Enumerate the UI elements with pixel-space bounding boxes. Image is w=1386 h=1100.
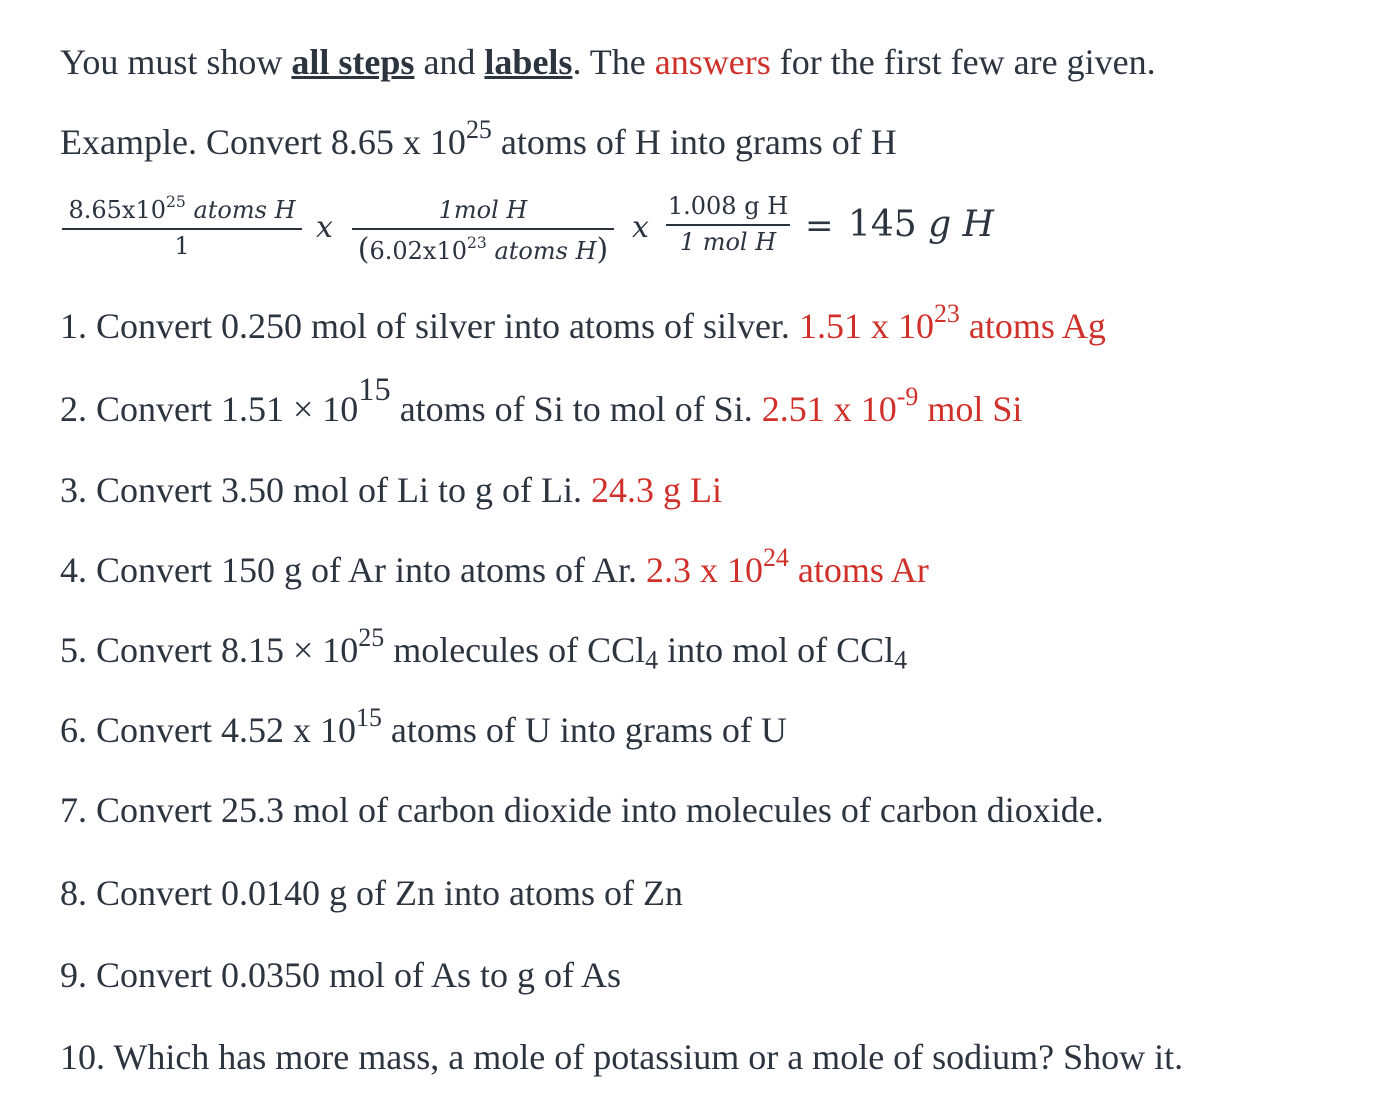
question-6: 6. Convert 4.52 x $10^{15}$ atoms of U into grams of U — [60, 702, 787, 750]
fraction-avogadro: 1mol H ($6.02x10^{23}$ atoms H) — [352, 196, 614, 267]
question-5: 5. Convert $8.15 \times 10^{25}$ molecules of CCl$_4$ into mol of CCl$_4$ — [60, 622, 908, 675]
question-10: 10. Which has more mass, a mole of potassium or a mole of sodium? Show it. — [60, 1037, 1184, 1077]
instructions: You must show all steps and labels. The answers for the first few are given. — [60, 42, 1156, 82]
question-7: 7. Convert 25.3 mol of carbon dioxide into molecules of carbon dioxide. — [60, 790, 1104, 830]
question-1: 1. Convert 0.250 mol of silver into atoms of silver. 1.51 x $10^{23}$ atoms Ag — [60, 298, 1106, 346]
question-8: 8. Convert 0.0140 g of Zn into atoms of Zn — [60, 873, 683, 913]
multiply-sign: x — [316, 210, 333, 245]
answer-2: 2.51 x $10^{-9}$ mol Si — [761, 381, 1023, 430]
example-prompt: Example. Convert 8.65 x $10^{25}$ atoms of H into grams of H — [60, 114, 897, 162]
answer-3: 24.3 g Li — [590, 470, 722, 510]
question-2: 2. Convert $1.51 \times 10^{15}$ atoms of Si to mol of Si. 2.51 x $10^{-9}$ mol Si — [60, 372, 1023, 430]
example-result: 145 g H — [848, 204, 995, 245]
labels-emphasis: labels — [484, 42, 573, 82]
question-3: 3. Convert 3.50 mol of Li to g of Li. 24.3 g Li — [60, 470, 722, 510]
answer-4: 2.3 x $10^{24}$ atoms Ar — [645, 542, 929, 590]
multiply-sign: x — [632, 210, 649, 245]
fraction-molar-mass: 1.008 g H 1 mol H — [667, 192, 789, 256]
answers-word: answers — [654, 42, 771, 82]
question-9: 9. Convert 0.0350 mol of As to g of As — [60, 955, 622, 995]
fraction-atoms: $8.65x10^{25}$ atoms H 1 — [62, 196, 302, 260]
equals-sign: = — [805, 206, 834, 246]
all-steps-emphasis: all steps — [291, 42, 415, 82]
answer-1: 1.51 x $10^{23}$ atoms Ag — [798, 298, 1106, 346]
question-4: 4. Convert 150 g of Ar into atoms of Ar. 2.3 x $10^{24}$ atoms Ar — [60, 542, 929, 590]
